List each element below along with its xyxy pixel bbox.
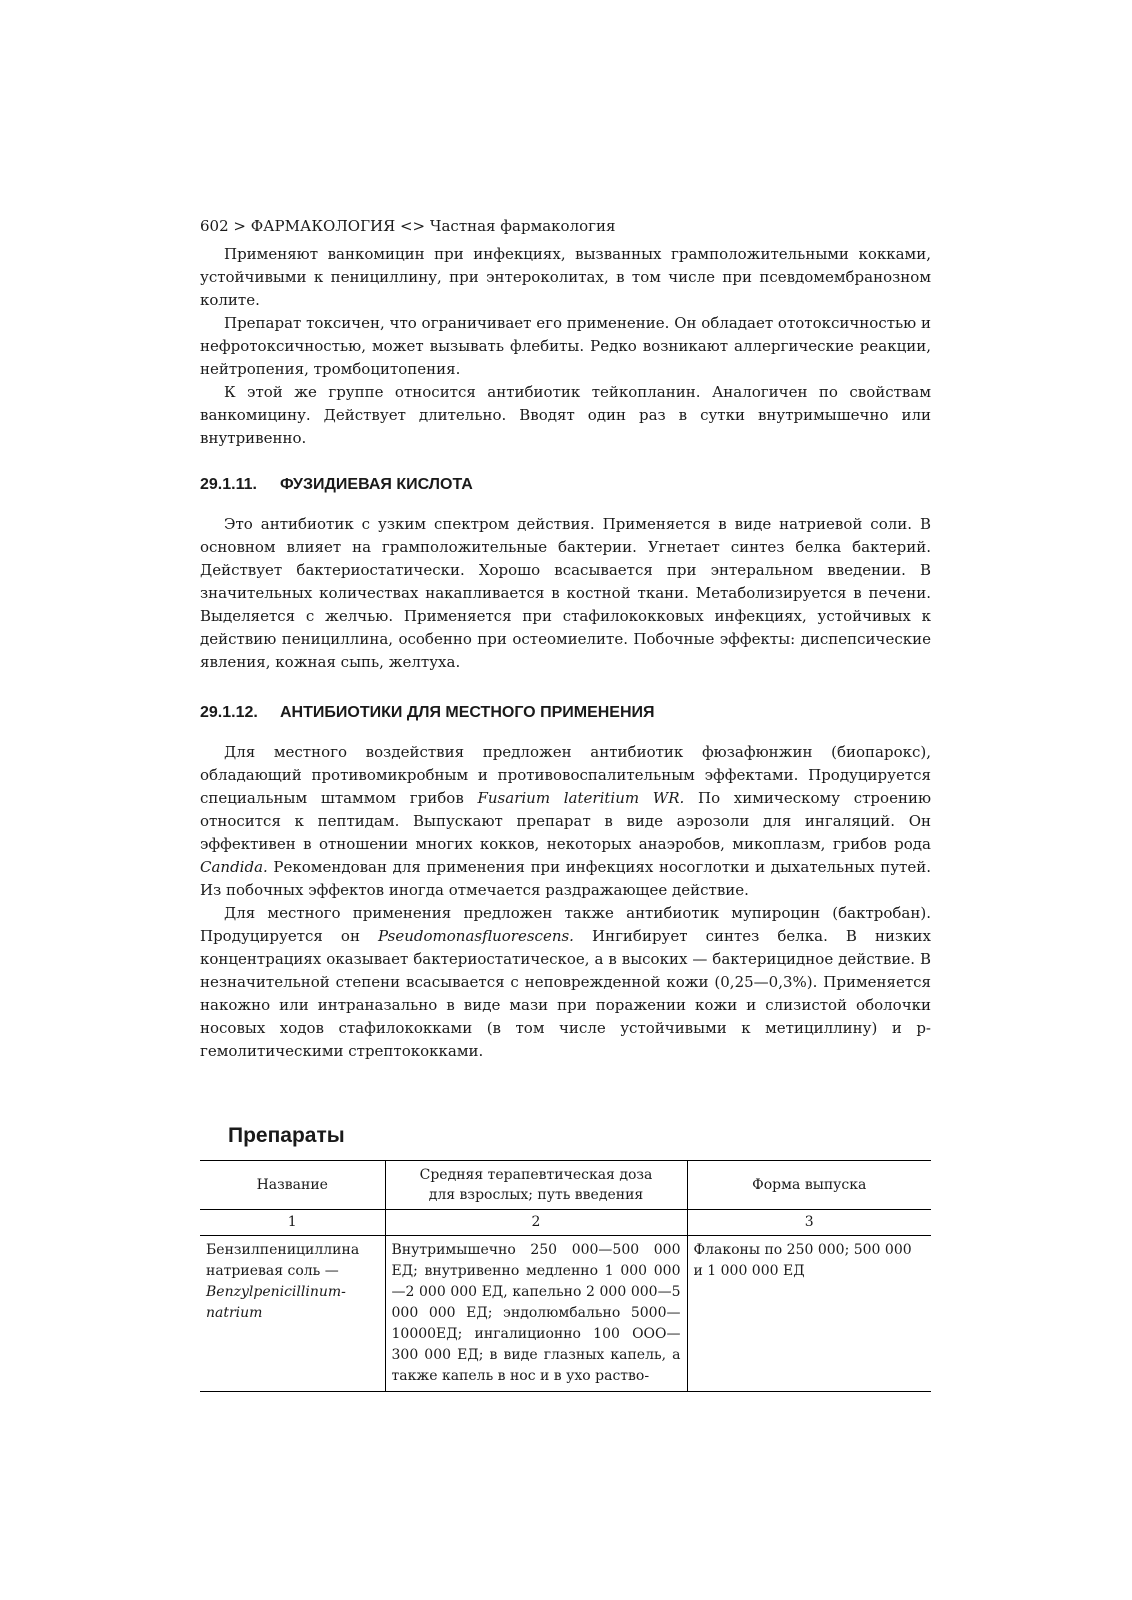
form-cell: Флаконы по 250 000; 500 000 и 1 000 000 ЕД <box>687 1236 931 1392</box>
local-antibiotics-text <box>200 741 931 1063</box>
dose-cell: Внутримышечно 250 000—500 000 ЕД; внутривенно медленно 1 000 000—2 000 000 ЕД, капельно 2 000 000—5 000 000 ЕД; эндолюмбально 5000—10000ЕД; ингалиционно 100 ООО—300 000 ЕД; в виде глазных капель, а также капель в нос и в ухо раство- <box>385 1236 687 1392</box>
genus-name: Candida. <box>200 858 268 876</box>
body-paragraph: Это антибиотик с узким спектром действия. Применяется в виде натриевой соли. В основном влияет на грамположительные бактерии. Угнетает синтез белка бактерий. Действует бактериостатически. Хорошо всасывается при энтеральном введении. В значительных количествах накапливается в костной ткани. Метаболизируется в печени. Выделяется с желчью. Применяется при стафилококковых инфекциях, устойчивых к действию пенициллина, особенно при остеомиелите. Побочные эффекты: диспепсические явления, кожная сыпь, желтуха. <box>200 515 931 671</box>
section-number: 29.1.11. <box>200 476 257 493</box>
species-name: Fusarium lateritium WR. <box>477 789 685 807</box>
fusidic-acid-text <box>200 513 931 674</box>
preparations-heading: Препараты <box>228 1124 345 1147</box>
drug-name-cell: Бензилпенициллина натриевая соль — Benzylpenicillinum-natrium <box>200 1236 385 1392</box>
header-name: Название <box>200 1161 385 1210</box>
column-number: 2 <box>385 1210 687 1236</box>
preparations-table <box>200 1160 931 1392</box>
intro-paragraph: К этой же группе относится антибиотик тейкопланин. Аналогичен по свойствам ванкомицину. Действует длительно. Вводят один раз в сутки внутримышечно или внутривенно. <box>200 383 931 447</box>
body-paragraph: Для местного применения предложен также антибиотик мупироцин (бактробан). Продуцируется он Pseudomonasfluorescens. Ингибирует синтез белка. В низких концентрациях оказывает бактериостатическое, а в высоких — бактерицидное действие. В незначительной степени всасывается с неповрежденной кожи (0,25—0,3%). Применяется накожно или интраназально в виде мази при поражении кожи и слизистой оболочки носовых ходов стафилококками (в том числе устойчивыми к метициллину) и р-гемолитическими стрептококками. <box>200 904 931 1060</box>
body-paragraph: Для местного воздействия предложен антибиотик фюзафюнжин (биопарокс), обладающий противомикробным и противовоспалительным эффектами. Продуцируется специальным штаммом грибов Fusarium lateritium WR. По химическому строению относится к пептидам. Выпускают препарат в виде аэрозоли для ингаляций. Он эффективен в отношении многих кокков, некоторых анаэробов, микоплазм, грибов рода Candida. Рекомендован для применения при инфекциях носоглотки и дыхательных путей. Из побочных эффектов иногда отмечается раздражающее действие. <box>200 743 932 899</box>
table-header-row <box>200 1161 931 1210</box>
section-title: АНТИБИОТИКИ ДЛЯ МЕСТНОГО ПРИМЕНЕНИЯ <box>280 704 655 721</box>
intro-text <box>200 243 931 450</box>
intro-paragraph: Применяют ванкомицин при инфекциях, вызванных грамположительными кокками, устойчивыми к пенициллину, при энтероколитах, в том числе при псевдомембранозном колите. <box>200 245 931 309</box>
column-number-row <box>200 1210 931 1236</box>
column-number: 3 <box>687 1210 931 1236</box>
header-dose: Средняя терапевтическая доза для взрослых; путь введения <box>385 1161 687 1210</box>
section-title: ФУЗИДИЕВАЯ КИСЛОТА <box>280 476 473 493</box>
section-heading-local-antibiotics <box>200 704 655 722</box>
section-number: 29.1.12. <box>200 704 258 721</box>
table-row <box>200 1236 931 1392</box>
column-number: 1 <box>200 1210 385 1236</box>
latin-name: Benzylpenicillinum-natrium <box>206 1284 346 1321</box>
species-name: Pseudomonasfluorescens. <box>377 927 574 945</box>
running-head: 602 > ФАРМАКОЛОГИЯ <> Частная фармакология <box>200 217 616 235</box>
header-form: Форма выпуска <box>687 1161 931 1210</box>
intro-paragraph: Препарат токсичен, что ограничивает его применение. Он обладает ототоксичностью и нефротоксичностью, может вызывать флебиты. Редко возникают аллергические реакции, нейтропения, тромбоцитопения. <box>200 314 932 378</box>
section-heading-fusidic-acid <box>200 476 473 494</box>
